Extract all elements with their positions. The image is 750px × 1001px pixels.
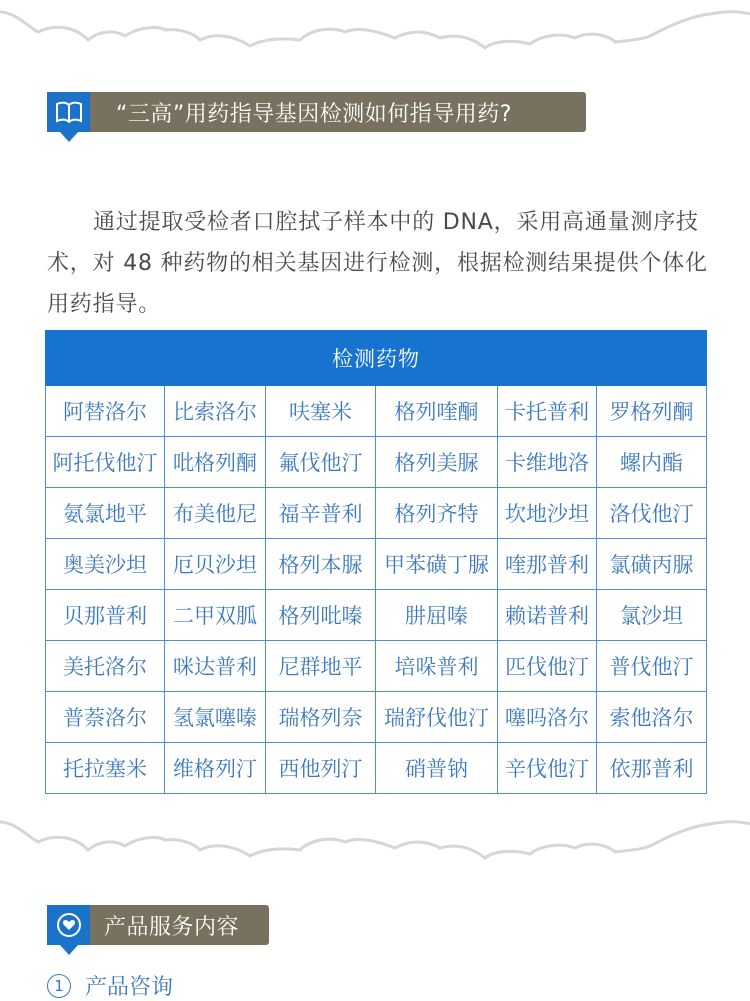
table-cell: 卡托普利 bbox=[498, 386, 597, 437]
table-row bbox=[46, 743, 707, 794]
section-header-services bbox=[47, 905, 269, 945]
table-cell: 索他洛尔 bbox=[597, 692, 707, 743]
table-cell: 卡维地洛 bbox=[498, 437, 597, 488]
table-row bbox=[46, 539, 707, 590]
service-label: 产品咨询 bbox=[85, 975, 174, 1000]
table-cell: 格列美脲 bbox=[376, 437, 498, 488]
drug-table bbox=[45, 330, 707, 794]
heart-icon bbox=[47, 905, 90, 945]
table-header: 检测药物 bbox=[46, 331, 707, 386]
table-cell: 瑞舒伐他汀 bbox=[376, 692, 498, 743]
table-cell: 赖诺普利 bbox=[498, 590, 597, 641]
table-row bbox=[46, 488, 707, 539]
table-cell: 肼屈嗪 bbox=[376, 590, 498, 641]
table-cell: 美托洛尔 bbox=[46, 641, 165, 692]
table-cell: 培哚普利 bbox=[376, 641, 498, 692]
table-cell: 二甲双胍 bbox=[165, 590, 266, 641]
table-cell: 氟伐他汀 bbox=[266, 437, 376, 488]
table-cell: 辛伐他汀 bbox=[498, 743, 597, 794]
table-cell: 氢氯噻嗪 bbox=[165, 692, 266, 743]
table-row bbox=[46, 692, 707, 743]
intro-paragraph: 通过提取受检者口腔拭子样本中的 DNA，采用高通量测序技术，对 48 种药物的相关基因进行检测，根据检测结果提供个体化用药指导。 bbox=[47, 210, 708, 317]
table-cell: 氨氯地平 bbox=[46, 488, 165, 539]
table-cell: 尼群地平 bbox=[266, 641, 376, 692]
table-cell: 比索洛尔 bbox=[165, 386, 266, 437]
table-cell: 硝普钠 bbox=[376, 743, 498, 794]
cloud-divider-middle bbox=[0, 810, 750, 870]
section-title: “三高”用药指导基因检测如何指导用药? bbox=[90, 92, 586, 132]
table-cell: 格列本脲 bbox=[266, 539, 376, 590]
cloud-divider-top bbox=[0, 0, 750, 60]
service-item bbox=[47, 970, 173, 1001]
section-header-drug-guidance bbox=[47, 92, 586, 132]
table-cell: 坎地沙坦 bbox=[498, 488, 597, 539]
table-cell: 瑞格列奈 bbox=[266, 692, 376, 743]
section-title: 产品服务内容 bbox=[90, 905, 269, 945]
table-cell: 托拉塞米 bbox=[46, 743, 165, 794]
table-cell: 喹那普利 bbox=[498, 539, 597, 590]
circled-number: 1 bbox=[47, 974, 71, 998]
table-cell: 西他列汀 bbox=[266, 743, 376, 794]
table-cell: 氯沙坦 bbox=[597, 590, 707, 641]
table-cell: 贝那普利 bbox=[46, 590, 165, 641]
table-cell: 咪达普利 bbox=[165, 641, 266, 692]
table-cell: 依那普利 bbox=[597, 743, 707, 794]
table-cell: 福辛普利 bbox=[266, 488, 376, 539]
table-cell: 普伐他汀 bbox=[597, 641, 707, 692]
table-row bbox=[46, 590, 707, 641]
table-cell: 厄贝沙坦 bbox=[165, 539, 266, 590]
table-row bbox=[46, 386, 707, 437]
table-cell: 氯磺丙脲 bbox=[597, 539, 707, 590]
table-cell: 噻吗洛尔 bbox=[498, 692, 597, 743]
table-cell: 奥美沙坦 bbox=[46, 539, 165, 590]
book-icon bbox=[47, 92, 90, 132]
table-cell: 甲苯磺丁脲 bbox=[376, 539, 498, 590]
table-cell: 格列喹酮 bbox=[376, 386, 498, 437]
table-cell: 螺内酯 bbox=[597, 437, 707, 488]
table-cell: 洛伐他汀 bbox=[597, 488, 707, 539]
table-cell: 阿替洛尔 bbox=[46, 386, 165, 437]
table-row bbox=[46, 641, 707, 692]
table-cell: 匹伐他汀 bbox=[498, 641, 597, 692]
table-cell: 格列吡嗪 bbox=[266, 590, 376, 641]
table-cell: 布美他尼 bbox=[165, 488, 266, 539]
table-cell: 维格列汀 bbox=[165, 743, 266, 794]
table-cell: 罗格列酮 bbox=[597, 386, 707, 437]
table-cell: 阿托伐他汀 bbox=[46, 437, 165, 488]
table-cell: 普萘洛尔 bbox=[46, 692, 165, 743]
table-cell: 吡格列酮 bbox=[165, 437, 266, 488]
table-cell: 呋塞米 bbox=[266, 386, 376, 437]
table-cell: 格列齐特 bbox=[376, 488, 498, 539]
table-row bbox=[46, 437, 707, 488]
